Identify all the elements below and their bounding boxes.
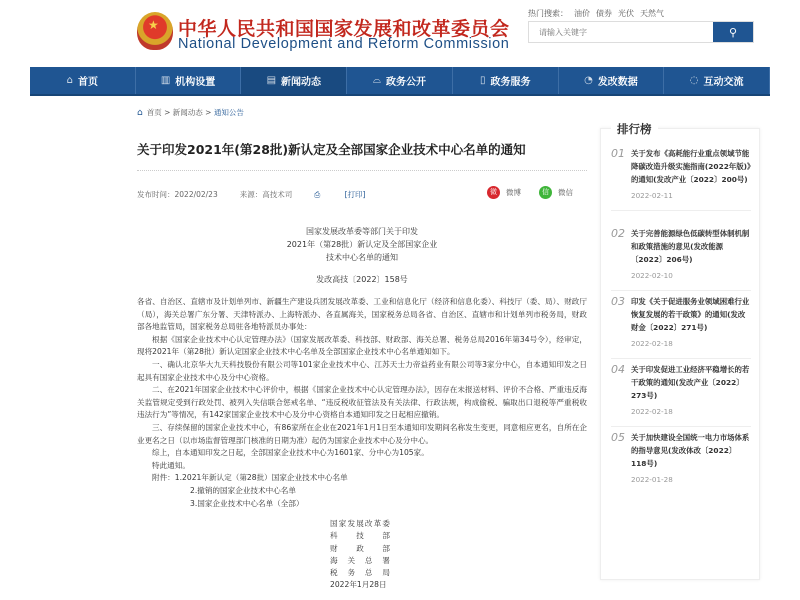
home-icon: ⌂	[66, 75, 74, 86]
signatory: 国家发展改革委	[330, 519, 390, 528]
nav-label: 机构设置	[175, 77, 216, 88]
print-button[interactable]	[314, 190, 387, 199]
rank-date: 2022-02-18	[631, 407, 673, 416]
paragraph: 二、在2021年国家企业技术中心评价中，根据《国家企业技术中心认定管理办法》，因存在未报送材料、评价不合格、严重违反海关监管规定受到行政处罚、被列入失信联合惩戒名单、“违反税收征管法及有关法律、行政法规，构成偷税、骗取出口退税等严重税收违法行为”等情况，有142家国家企业技术中心及分中心资格自本通知印发之日起相应撤销。	[137, 385, 587, 420]
attachment-link[interactable]: 3.国家企业技术中心名单（全部）	[190, 498, 304, 508]
news-icon: ▤	[266, 75, 277, 86]
hot-label: 热门搜索：	[528, 9, 568, 18]
ranking-sidebar	[600, 122, 760, 580]
share-bar	[487, 186, 573, 199]
nav-label: 发改数据	[597, 77, 638, 88]
nav-label: 政务服务	[490, 77, 531, 88]
main-nav	[30, 67, 770, 96]
print-label: [打印]	[344, 190, 366, 199]
search-icon: ⚲	[728, 26, 738, 39]
attachments-label: 附件：	[152, 473, 175, 483]
divider	[611, 358, 751, 359]
site-header	[0, 0, 800, 66]
document-heading	[137, 225, 587, 264]
site-name-en: National Development and Reform Commission	[178, 36, 510, 52]
signatory: 海 关 总 署	[330, 555, 390, 565]
rank-date: 2022-01-28	[631, 475, 673, 484]
doc-head-line: 2021年（第28批）新认定及全部国家企业	[286, 240, 438, 249]
article-body	[137, 296, 587, 510]
ranking-item[interactable]	[611, 147, 751, 211]
nav-interaction[interactable]	[664, 67, 770, 94]
ranking-item[interactable]	[611, 227, 751, 291]
document-number: 发改高技〔2022〕158号	[316, 275, 408, 284]
source: 来源：高技术司	[239, 190, 293, 199]
paragraph: 三、存续保留的国家企业技术中心，有86家所在企业在2021年1月1日至本通知印发期间名称发生变更，同意相应更名，自所在企业更名之日（以市场监督管理部门核准的日期为准）起仍为国家企业技术中心及分中心。	[137, 422, 587, 445]
home-icon: ⌂	[137, 108, 143, 118]
hot-term[interactable]: 光伏	[618, 9, 634, 18]
addressee: 各省、自治区、直辖市及计划单列市、新疆生产建设兵团发展改革委、工业和信息化厅（经济和信息化委）、科技厅（委、局）、财政厅（局），海关总署广东分署、天津特派办、上海特派办、各直属海关，国家税务总局各省、自治区、直辖市和计划单列市税务局，财政部各地监管局，国家税务总局驻各地特派员办事处：	[137, 297, 587, 332]
ranking-item[interactable]	[611, 295, 751, 359]
signatures	[330, 518, 390, 592]
nav-label: 政务公开	[385, 77, 426, 88]
paragraph: 一、确认北京华大九天科技股份有限公司等101家企业技术中心、江苏天士力帝益药业有限公司等3家分中心，自本通知印发之日起具有国家企业技术中心及分中心资格。	[137, 359, 587, 382]
search-box	[528, 21, 754, 43]
signatory: 财 政 部	[330, 543, 390, 553]
nav-label: 互动交流	[703, 77, 744, 88]
rank-number: 01	[611, 147, 625, 160]
nav-services[interactable]	[453, 67, 559, 94]
nav-home[interactable]	[30, 67, 136, 94]
chat-icon: ◌	[689, 75, 699, 86]
rank-date: 2022-02-10	[631, 271, 673, 280]
sidebar-title: 排行榜	[611, 121, 658, 137]
rank-date: 2022-02-18	[631, 339, 673, 348]
rank-title[interactable]: 关于发布《高耗能行业重点领域节能降碳改造升级实施指南(2022年版)》的通知(发改产业〔2022〕200号)	[631, 149, 751, 184]
divider	[137, 170, 587, 171]
paragraph: 特此通知。	[152, 460, 190, 470]
ranking-item[interactable]	[611, 363, 751, 427]
search-input[interactable]	[529, 22, 713, 42]
attachment-link[interactable]: 2.撤销的国家企业技术中心名单	[190, 485, 296, 495]
divider	[611, 426, 751, 427]
wechat-icon[interactable]: 信	[539, 186, 552, 199]
nav-label: 新闻动态	[281, 77, 322, 88]
paragraph: 综上，自本通知印发之日起，全部国家企业技术中心为1601家、分中心为105家。	[152, 448, 429, 458]
national-emblem-logo	[137, 12, 173, 50]
share-wechat[interactable]: 微信	[558, 188, 573, 197]
search-button[interactable]	[713, 22, 753, 42]
site-name-cn[interactable]: 中华人民共和国国家发展和改革委员会	[178, 18, 510, 40]
share-weibo[interactable]: 微博	[506, 188, 521, 197]
doc-head-line: 技术中心名单的通知	[326, 253, 398, 262]
rank-title[interactable]: 关于加快建设全国统一电力市场体系的指导意见(发改体改〔2022〕118号)	[631, 433, 750, 468]
breadcrumb-current[interactable]: 通知公告	[213, 108, 244, 117]
chart-icon: ◔	[584, 75, 593, 86]
attachment-link[interactable]: 1.2021年新认定（第28批）国家企业技术中心名单	[174, 473, 348, 483]
rank-number: 02	[611, 227, 625, 240]
breadcrumb-home[interactable]: 首页	[146, 108, 162, 117]
signatory: 税 务 总 局	[330, 568, 390, 578]
service-icon: ▯	[479, 75, 486, 86]
building-icon: ▥	[160, 75, 171, 86]
ranking-item[interactable]	[611, 431, 751, 484]
breadcrumb-news[interactable]: 新闻动态	[172, 108, 203, 117]
publish-time: 发布时间：2022/02/23	[137, 190, 218, 199]
sign-date: 2022年1月28日	[330, 580, 387, 590]
rank-title[interactable]: 关于印发促进工业经济平稳增长的若干政策的通知(发改产业〔2022〕273号)	[631, 365, 750, 400]
nav-organization[interactable]	[136, 67, 242, 94]
nav-open-affairs[interactable]	[347, 67, 453, 94]
paragraph: 根据《国家企业技术中心认定管理办法》（国家发展改革委、科技部、财政部、海关总署、税务总局2016年第34号令），经审定，现将2021年（第28批）新认定国家企业技术中心名单及全部国家企业技术中心名单通知如下。	[137, 334, 587, 357]
breadcrumb: ⌂ 首页 > 新闻动态 > 通知公告	[137, 108, 244, 118]
rank-title[interactable]: 关于完善能源绿色低碳转型体制机制和政策措施的意见(发改能源〔2022〕206号)	[631, 229, 750, 264]
divider	[611, 290, 751, 291]
signatory: 科 技 部	[330, 531, 390, 541]
article-meta	[137, 189, 409, 200]
doc-head-line: 国家发展改革委等部门关于印发	[306, 227, 418, 236]
hot-term[interactable]: 债券	[596, 9, 612, 18]
attachments	[152, 472, 587, 510]
rank-number: 05	[611, 431, 625, 444]
nav-data[interactable]	[559, 67, 665, 94]
rank-date: 2022-02-11	[631, 191, 673, 200]
hot-term[interactable]: 油价	[574, 9, 590, 18]
divider	[611, 210, 751, 211]
rank-title[interactable]: 印发《关于促进服务业领域困难行业恢复发展的若干政策》的通知(发改财金〔2022〕271号)	[631, 297, 750, 332]
rank-number: 03	[611, 295, 625, 308]
rank-number: 04	[611, 363, 625, 376]
hot-search	[528, 8, 670, 19]
nav-news[interactable]	[241, 67, 347, 94]
weibo-icon[interactable]: 微	[487, 186, 500, 199]
open-icon: ⌓	[373, 75, 381, 86]
article-title: 关于印发2021年(第28批)新认定及全部国家企业技术中心名单的通知	[137, 142, 526, 157]
nav-label: 首页	[78, 77, 99, 88]
hot-term[interactable]: 天然气	[640, 9, 664, 18]
printer-icon: ⎙	[314, 190, 323, 199]
